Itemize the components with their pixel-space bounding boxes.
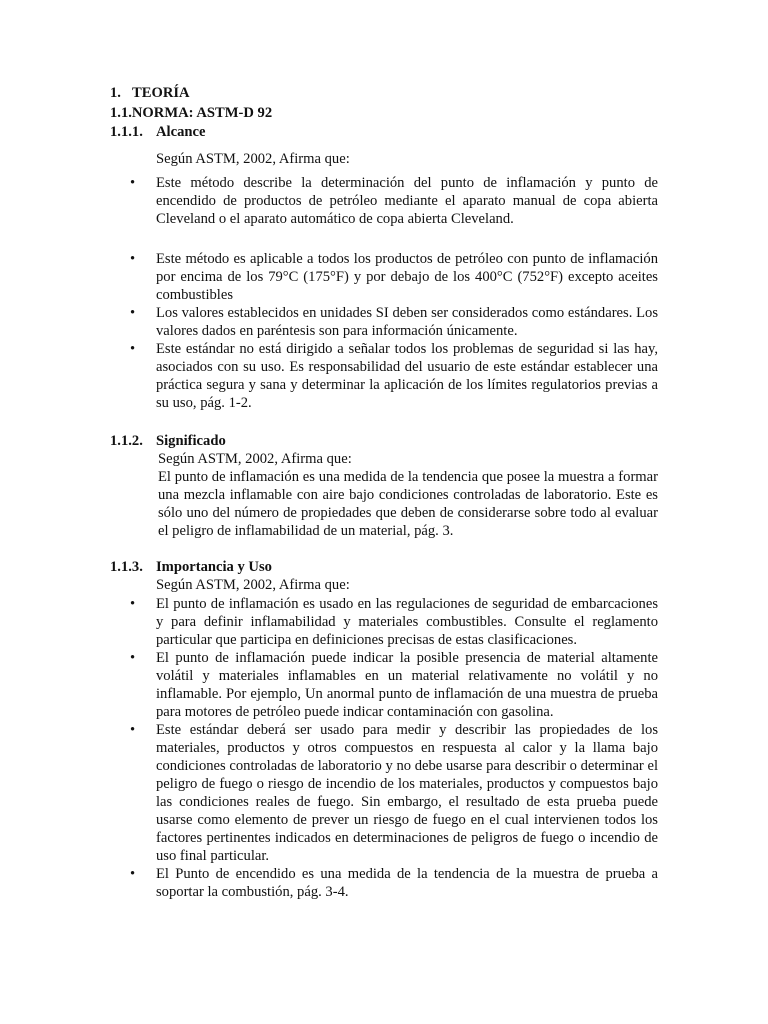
- heading-alcance-number: 1.1.1.: [110, 124, 143, 140]
- list-item: [130, 340, 658, 412]
- heading-importancia-label: Importancia y Uso: [156, 559, 272, 575]
- alcance-intro: Según ASTM, 2002, Afirma que:: [156, 151, 350, 167]
- list-item-text: Este método es aplicable a todos los productos de petróleo con punto de inflamación por encima de los 79°C (175°F) y por debajo de los 400°C (752°F) excepto aceites combustibles: [156, 251, 658, 303]
- bullet-icon: •: [130, 596, 136, 612]
- heading-alcance-label: Alcance: [156, 124, 206, 140]
- list-item-text: Este método describe la determinación del punto de inflamación y punto de encendido de productos de petróleo mediante el aparato manual de copa abierta Cleveland o el aparato automático de copa abierta Cleveland.: [156, 175, 658, 227]
- heading-importancia: [110, 558, 272, 576]
- bullet-icon: •: [130, 866, 136, 882]
- list-item-text: Este estándar no está dirigido a señalar todos los problemas de seguridad si las hay, asociados con su uso. Es responsabilidad del usuario de este estándar establecer una práctica segura y sana y determinar la aplicación de los límites regulatorios previas a su uso, pág. 1-2.: [156, 341, 658, 411]
- bullet-icon: •: [130, 305, 136, 321]
- list-item: [130, 304, 658, 340]
- significado-intro: Según ASTM, 2002, Afirma que:: [158, 451, 352, 467]
- list-item-text: Este estándar deberá ser usado para medir y describir las propiedades de los materiales, productos y otros compuestos en respuesta al calor y la llama bajo condiciones controladas de laboratorio y no debe usarse para describir o determinar el peligro de fuego o riesgo de incendio de los materiales, productos y compuestos bajo las condiciones reales de fuego. Sin embargo, el resultado de esta prueba puede usarse como elemento de prever un riesgo de fuego en el cual intervienen todos los factores pertinentes indicados en determinaciones de peligros de fuego o incendio de uso final particular.: [156, 722, 658, 864]
- bullet-icon: •: [130, 650, 136, 666]
- heading-significado-label: Significado: [156, 433, 226, 449]
- heading-alcance: [110, 123, 205, 141]
- heading-teoria: [110, 84, 190, 102]
- importancia-bullet-list: [130, 595, 658, 901]
- list-item-text: El punto de inflamación es usado en las regulaciones de seguridad de embarcaciones y para definir inflamabilidad y materiales combustibles. Consulte el reglamento particular que participa en definiciones precisas de estas clasificaciones.: [156, 596, 658, 648]
- bullet-icon: •: [130, 251, 136, 267]
- list-item: [130, 250, 658, 304]
- alcance-bullet-list: [130, 174, 658, 412]
- list-item: [130, 174, 658, 228]
- heading-teoria-number: 1.: [110, 85, 121, 101]
- bullet-icon: •: [130, 175, 136, 191]
- bullet-icon: •: [130, 722, 136, 738]
- list-item: [130, 649, 658, 721]
- list-item-text: El Punto de encendido es una medida de la tendencia de la muestra de prueba a soportar la combustión, pág. 3-4.: [156, 866, 658, 900]
- significado-paragraph: El punto de inflamación es una medida de la tendencia que posee la muestra a formar una mezcla inflamable con aire bajo condiciones controladas de laboratorio. Este es sólo uno del número de propiedades que deben de considerarse sobre todo al evaluar el peligro de inflamabilidad de un material, pág. 3.: [158, 469, 658, 539]
- list-item-text: Los valores establecidos en unidades SI deben ser considerados como estándares. Los valores dados en paréntesis son para información únicamente.: [156, 305, 658, 339]
- bullet-icon: •: [130, 341, 136, 357]
- list-item: [130, 595, 658, 649]
- importancia-intro: Según ASTM, 2002, Afirma que:: [156, 577, 350, 593]
- heading-norma: 1.1.NORMA: ASTM-D 92: [110, 105, 273, 121]
- list-item-text: El punto de inflamación puede indicar la posible presencia de material altamente volátil y materiales inflamables en un material relativamente no volátil y no inflamable. Por ejemplo, Un anormal punto de inflamación de una muestra de prueba para motores de petróleo puede indicar contaminación con gasolina.: [156, 650, 658, 720]
- heading-importancia-number: 1.1.3.: [110, 559, 143, 575]
- list-item: [130, 721, 658, 865]
- heading-significado-number: 1.1.2.: [110, 433, 143, 449]
- heading-teoria-label: TEORÍA: [132, 85, 190, 101]
- heading-significado: [110, 432, 226, 450]
- list-item: [130, 865, 658, 901]
